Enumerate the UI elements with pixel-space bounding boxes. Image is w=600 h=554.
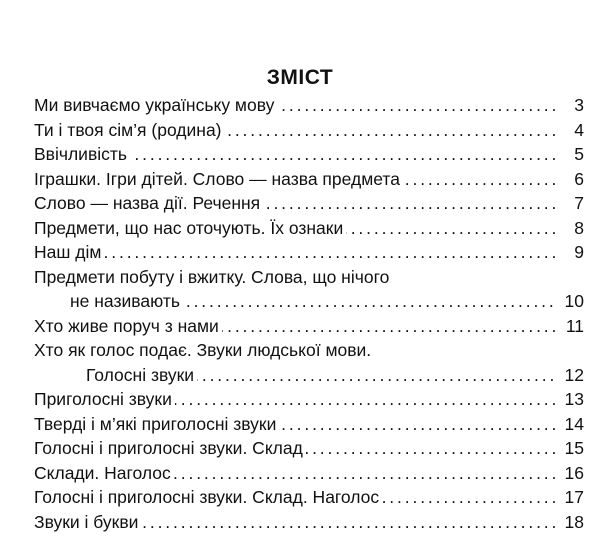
- toc-entry-title: Ти і твоя сім’я (родина): [34, 120, 225, 140]
- toc-entry-title: Хто живе поруч з нами: [34, 316, 222, 336]
- toc-entry-page: 10: [556, 289, 584, 314]
- toc-entry-page: 16: [556, 461, 584, 486]
- toc-entry-title: Ми вивчаємо українську мову: [34, 95, 277, 115]
- toc-entry-title: Предмети побуту і вжитку. Слова, що нічого: [34, 267, 392, 287]
- toc-entry: [34, 191, 584, 216]
- toc-entry: [34, 510, 584, 535]
- toc-entry-page: 18: [556, 510, 584, 535]
- toc-entry: [34, 93, 584, 118]
- toc-entry: [34, 436, 584, 461]
- toc-entry-title: Ввічливість: [34, 144, 130, 164]
- toc-entry: [34, 387, 584, 412]
- toc-entry-title: Приголосні звуки: [34, 389, 175, 409]
- toc-entry-title: Хто як голос подає. Звуки людської мови.: [34, 340, 374, 360]
- toc-entry-title: Звуки і букви: [34, 512, 141, 532]
- toc-entry-continuation: [34, 289, 584, 314]
- toc-entry-page: 4: [556, 118, 584, 143]
- toc-entry-page: 17: [556, 485, 584, 510]
- toc-entry-page: 9: [556, 240, 584, 265]
- toc-entry-page: 3: [556, 93, 584, 118]
- toc-entry: [34, 142, 584, 167]
- toc-entry-page: 14: [556, 412, 584, 437]
- toc-entry-title: Предмети, що нас оточують. Їх ознаки: [34, 218, 346, 238]
- toc-entry: [34, 240, 584, 265]
- toc-entry: [34, 216, 584, 241]
- toc-entry-title: Голосні і приголосні звуки. Склад. Наголос: [34, 487, 382, 507]
- toc-entry-page: 11: [556, 314, 584, 339]
- toc-entry-title-cont: не називають: [70, 291, 183, 311]
- toc-entry: [34, 314, 584, 339]
- toc-entry-title: Тверді і м’які приголосні звуки: [34, 414, 279, 434]
- toc-entry-title: Голосні і приголосні звуки. Склад: [34, 438, 306, 458]
- toc-entry-title: Склади. Наголос: [34, 463, 174, 483]
- toc-entry: [34, 461, 584, 486]
- toc-title: ЗМІСТ: [266, 66, 334, 89]
- toc-entry: [34, 167, 584, 192]
- toc-entry-page: 6: [556, 167, 584, 192]
- toc-entry-page: 5: [556, 142, 584, 167]
- toc-entry-title: Слово — назва дії. Речення: [34, 193, 263, 213]
- toc-entry-title: Наш дім: [34, 242, 104, 262]
- toc-entry-page: 15: [556, 436, 584, 461]
- toc-entry-title-cont: Голосні звуки: [86, 365, 197, 385]
- toc-entry-page: 13: [556, 387, 584, 412]
- toc-entry: [34, 412, 584, 437]
- toc-entry: [34, 338, 584, 363]
- toc-entry: [34, 118, 584, 143]
- toc-entry: [34, 265, 584, 290]
- toc-entry: [34, 485, 584, 510]
- toc-entry-title: Іграшки. Ігри дітей. Слово — назва предмета: [34, 169, 403, 189]
- toc-entry-page: 8: [556, 216, 584, 241]
- toc-list: [34, 93, 584, 534]
- toc-entry-continuation: [34, 363, 584, 388]
- toc-entry-page: 12: [556, 363, 584, 388]
- toc-entry-page: 7: [556, 191, 584, 216]
